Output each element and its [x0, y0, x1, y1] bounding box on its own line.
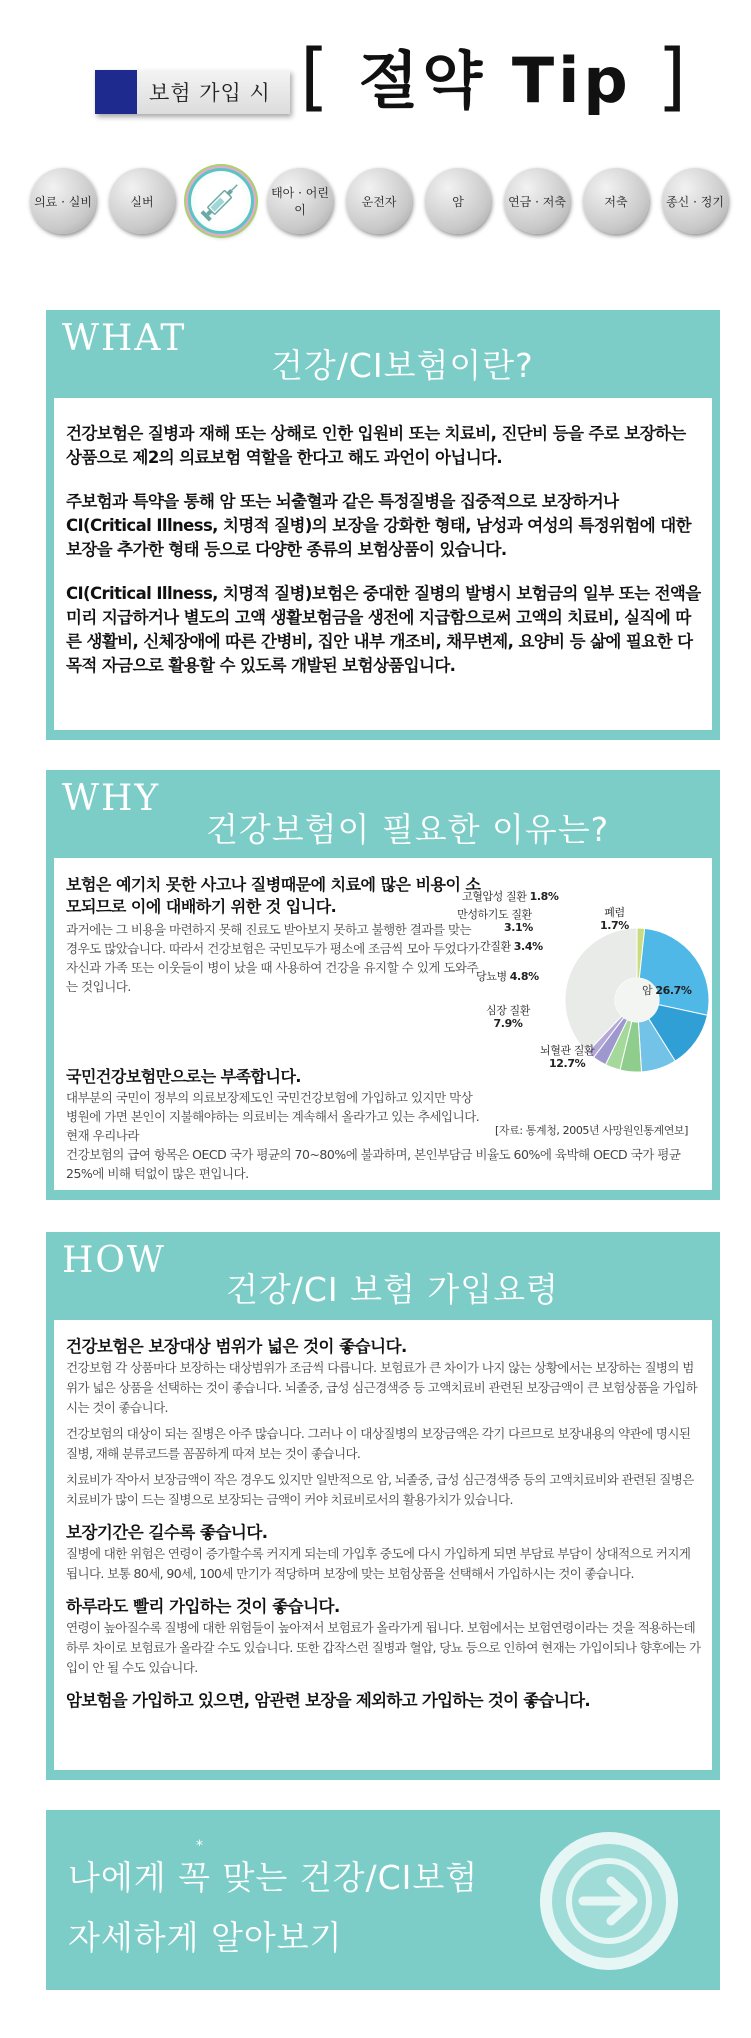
header-tag-label: 보험 가입 시: [149, 81, 271, 105]
nav-item-cancer[interactable]: [425, 168, 491, 234]
nav-item-driver[interactable]: [346, 168, 412, 234]
how-paragraph: 질병에 대한 위험은 연령이 증가할수록 커지게 되는데 가입후 중도에 다시 가입하게 되면 부담료 부담이 상대적으로 커지게 됩니다. 보통 80세, 90세, 100세 만기가 적당하며 보장에 맞는 보험상품을 선택해서 가입하시는 것이 좋습니다.: [66, 1546, 691, 1581]
section-label: WHAT: [62, 318, 187, 359]
header-tag-color-block: [95, 70, 137, 114]
bracket-left: [: [300, 34, 333, 120]
how-paragraph: 건강보험의 대상이 되는 질병은 아주 많습니다. 그러나 이 대상질병의 보장금액은 각기 다르므로 보장내용의 약관에 명시된 질병, 재해 분류코드를 꼼꼼하게 따져 보는 것이 좋습니다.: [66, 1426, 691, 1461]
arrow-right-icon: [559, 1851, 659, 1951]
nav-label: 의료 · 실비: [34, 194, 92, 209]
cta-star: *: [196, 1838, 203, 1854]
section-label: HOW: [62, 1240, 166, 1281]
nav-item-silver[interactable]: [109, 168, 175, 234]
nav-item-health-ci[interactable]: [188, 168, 254, 234]
what-paragraph: CI(Critical Illness, 치명적 질병)보험은 중대한 질병의 발병시 보험금의 일부 또는 전액을 미리 지급하거나 별도의 고액 생활보험금을 생전에 지급함으로써 고액의 치료비, 실직에 따른 생활비, 신체장애에 따른 간병비, 집안 내부 개조비, 채무변제, 요양비 등 삶에 필요한 다목적 자금으로 활용할 수 있도록 개발된 보험상품입니다.: [66, 584, 701, 675]
what-paragraph: 건강보험은 질병과 재해 또는 상해로 인한 입원비 또는 치료비, 진단비 등을 주로 보장하는 상품으로 제2의 의료보험 역할을 한다고 해도 과언이 아닙니다.: [66, 424, 686, 467]
how-heading-2: 보장기간은 길수록 좋습니다.: [66, 1523, 268, 1542]
how-paragraph: 치료비가 작아서 보장금액이 작은 경우도 있지만 일반적으로 암, 뇌졸중, 급성 심근경색증 등의 고액치료비와 관련된 질병은 치료비가 많이 드는 질병으로 보장되는 금액이 커야 치료비로서의 활용가치가 있습니다.: [66, 1472, 694, 1507]
how-heading-3: 하루라도 빨리 가입하는 것이 좋습니다.: [66, 1597, 340, 1616]
pie-label-pneumonia: 폐렴 1.7%: [600, 906, 629, 932]
pie-label-chronic-airway: 만성하기도 질환 3.1%: [457, 908, 533, 934]
why-paragraph-2: 대부분의 국민이 정부의 의료보장제도인 국민건강보험에 가입하고 있지만 막상 병원에 가면 본인이 지불해야하는 의료비는 계속해서 올라가고 있는 추세입니다. 현재 우리나라: [66, 1090, 480, 1143]
pie-label-hypertension: 고혈압성 질환 1.8%: [462, 890, 559, 903]
pie-label-cerebrovascular: 뇌혈관 질환 12.7%: [540, 1044, 595, 1070]
why-heading-1: 보험은 예기치 못한 사고나 질병때문에 치료에 많은 비용이 소모되므로 이에 대배하기 위한 것 입니다.: [66, 875, 481, 916]
how-heading-1: 건강보험은 보장대상 범위가 넓은 것이 좋습니다.: [66, 1337, 407, 1356]
nav-label: 저축: [604, 194, 628, 209]
nav-label: 종신 · 정기: [666, 194, 724, 209]
nav-label: 연금 · 저축: [508, 194, 566, 209]
chart-source: [자료: 통계청, 2005년 사망원인통계연보]: [495, 1124, 689, 1137]
why-paragraph-1: 과거에는 그 비용을 마련하지 못해 진료도 받아보지 못하고 불행한 결과를 맞는 경우도 많았습니다. 따라서 건강보험은 국민모두가 평소에 조금씩 모아 두었다가 자신과 가족 또는 이웃들이 병이 났을 때 사용하여 건강을 유지할 수 있게 도와주는 것입니다.: [66, 922, 480, 994]
how-final-tip: 암보험을 가입하고 있으면, 암관련 보장을 제외하고 가입하는 것이 좋습니다.: [66, 1691, 590, 1710]
how-section: [46, 1232, 720, 1780]
cta-line-2: 자세하게 알아보기: [68, 1918, 343, 1957]
nav-label: 태아 · 어린이: [271, 186, 329, 217]
nav-label: 운전자: [361, 194, 397, 209]
nav-item-life[interactable]: [662, 168, 728, 234]
what-section: [46, 310, 720, 740]
cause-of-death-pie-chart: [457, 888, 712, 1108]
cta-line-1: 나에게 꼭 맞는 건강/CI보험: [68, 1858, 479, 1897]
why-content: [54, 858, 712, 1190]
page-header: [0, 0, 751, 160]
how-content: [54, 1320, 712, 1770]
how-paragraph: 건강보험 각 상품마다 보장하는 대상범위가 조금씩 다릅니다. 보험료가 큰 차이가 나지 않는 상황에서는 보장하는 질병의 범위가 넓은 상품을 선택하는 것이 좋습니다. 뇌졸중, 급성 심근경색증 등 고액치료비 관련된 보장금액이 큰 보험상품을 가입하시는 것이 좋습니다.: [66, 1360, 698, 1415]
what-paragraph: 주보험과 특약을 통해 암 또는 뇌출혈과 같은 특정질병을 집중적으로 보장하거나 CI(Critical Illness, 치명적 질병)의 보장을 강화한 형태, 남성과 여성의 특정위험에 대한 보장을 추가한 형태 등으로 다양한 종류의 보험상품이 있습니다.: [66, 492, 691, 559]
nav-item-pension[interactable]: [504, 168, 570, 234]
header-tag: [95, 70, 290, 114]
bracket-right: ]: [657, 34, 691, 120]
nav-item-child[interactable]: [267, 168, 333, 234]
why-section: [46, 770, 720, 1200]
nav-label: 실버: [130, 194, 154, 209]
cta-banner[interactable]: [46, 1810, 720, 1990]
section-title: 건강보험이 필요한 이유는?: [206, 810, 610, 849]
syringe-icon: [195, 175, 247, 227]
why-paragraph-3: 건강보험의 급여 항목은 OECD 국가 평균의 70~80%에 불과하며, 본인부담금 비율도 60%에 육박해 OECD 국가 평균 25%에 비해 턱없이 많은 편입니다.: [66, 1147, 681, 1181]
header-title: [300, 34, 691, 120]
pie-label-cancer: 암 26.7%: [642, 984, 692, 997]
what-content: [54, 398, 712, 730]
header-title-text: 절약 Tip: [358, 44, 632, 117]
section-title: 건강/CI보험이란?: [271, 346, 534, 385]
how-paragraph: 연령이 높아질수록 질병에 대한 위험들이 높아져서 보험료가 올라가게 됩니다. 보험에서는 보험연령이라는 것을 적용하는데 하루 차이로 보험료가 올라갈 수도 있습니다. 또한 갑작스런 질병과 혈압, 당뇨 등으로 인하여 현재는 가입이되나 향후에는 가입이 안 될 수도 있습니다.: [66, 1620, 701, 1675]
section-title: 건강/CI 보험 가입요령: [226, 1270, 559, 1309]
pie-label-heart: 심장 질환 7.9%: [486, 1004, 531, 1030]
nav-item-medical[interactable]: [30, 168, 96, 234]
section-label: WHY: [62, 778, 161, 819]
nav-item-savings[interactable]: [583, 168, 649, 234]
cta-arrow-button[interactable]: [540, 1832, 678, 1970]
pie-label-liver: 간질환 3.4%: [480, 940, 543, 953]
category-nav: [30, 168, 730, 240]
pie-label-diabetes: 당뇨병 4.8%: [476, 970, 539, 983]
why-heading-2: 국민건강보험만으로는 부족합니다.: [66, 1067, 301, 1086]
nav-label: 암: [452, 194, 464, 209]
